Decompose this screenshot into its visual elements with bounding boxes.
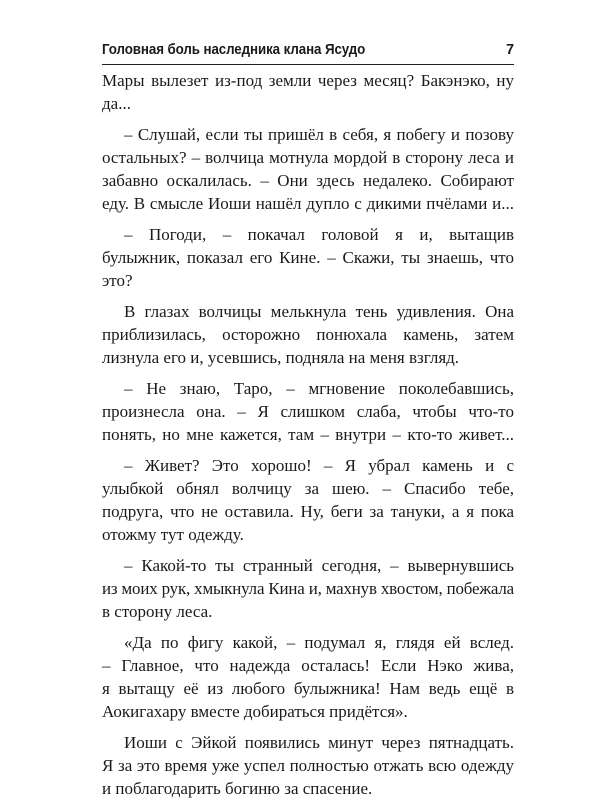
- paragraph-1: [102, 69, 514, 115]
- text-line: Мары вылезет из-под земли через месяц? Бакэнэко, ну: [102, 71, 514, 90]
- text-line: – Главное, что надежда осталась! Если Нэко жива,: [102, 656, 514, 675]
- paragraph-9: [102, 731, 514, 800]
- text-line: отожму тут одежду.: [102, 525, 244, 544]
- text-line: забавно оскалилась. – Они здесь недалеко. Собирают: [102, 171, 514, 190]
- text-line: и поблагодарить богиню за спасение.: [102, 779, 373, 798]
- text-line: подруга, что не оставила. Ну, беги за тануки, а я пока: [102, 502, 514, 521]
- text-line: это?: [102, 271, 133, 290]
- text-line: еду. В смысле Иоши нашёл дупло с дикими пчёлами и...: [102, 194, 514, 213]
- paragraph-7: [102, 554, 514, 623]
- text-line: улыбкой обнял волчицу за шею. – Спасибо тебе,: [102, 479, 514, 498]
- paragraph-3: [102, 223, 514, 292]
- text-line: в сторону леса.: [102, 602, 213, 621]
- paragraph-8: [102, 631, 514, 723]
- text-line: приблизилась, осторожно понюхала камень, затем: [102, 325, 514, 344]
- text-line: – Какой-то ты странный сегодня, – вывернувшись: [124, 556, 514, 575]
- running-head: [102, 40, 514, 65]
- text-line: понять, но мне кажется, там – внутри – кто-то живет...: [102, 425, 514, 444]
- text-line: я вытащу её из любого булыжника! Нам ведь ещё в: [102, 679, 514, 698]
- body-text: [102, 69, 514, 800]
- text-line: Иоши с Эйкой появились минут через пятнадцать.: [124, 733, 514, 752]
- text-line: лизнула его и, усевшись, подняла на меня взгляд.: [102, 348, 460, 367]
- text-line: да...: [102, 94, 131, 113]
- text-line: – Погоди, – покачал головой я и, вытащив: [124, 225, 514, 244]
- text-line: – Слушай, если ты пришёл в себя, я побегу и позову: [124, 125, 514, 144]
- book-page: [102, 40, 514, 808]
- text-line: В глазах волчицы мелькнула тень удивления. Она: [124, 302, 514, 321]
- paragraph-6: [102, 454, 514, 546]
- paragraph-4: [102, 300, 514, 369]
- text-line: из моих рук, хмыкнула Кина и, махнув хвостом, побежала: [102, 579, 514, 598]
- text-line: – Живет? Это хорошо! – Я убрал камень и с: [124, 456, 514, 475]
- text-line: Аокигахару вместе добираться придётся».: [102, 702, 408, 721]
- page-number: 7: [506, 42, 514, 58]
- chapter-title: Головная боль наследника клана Ясудо: [102, 42, 366, 58]
- text-line: произнесла она. – Я слишком слаба, чтобы что-то: [102, 402, 514, 421]
- paragraph-5: [102, 377, 514, 446]
- paragraph-2: [102, 123, 514, 215]
- text-line: остальных? – волчица мотнула мордой в сторону леса и: [102, 148, 514, 167]
- text-line: Я за это время уже успел полностью отжать всю одежду: [102, 756, 514, 775]
- text-line: булыжник, показал его Кине. – Скажи, ты знаешь, что: [102, 248, 514, 267]
- text-line: «Да по фигу какой, – подумал я, глядя ей вслед.: [124, 633, 514, 652]
- text-line: – Не знаю, Таро, – мгновение поколебавшись,: [124, 379, 514, 398]
